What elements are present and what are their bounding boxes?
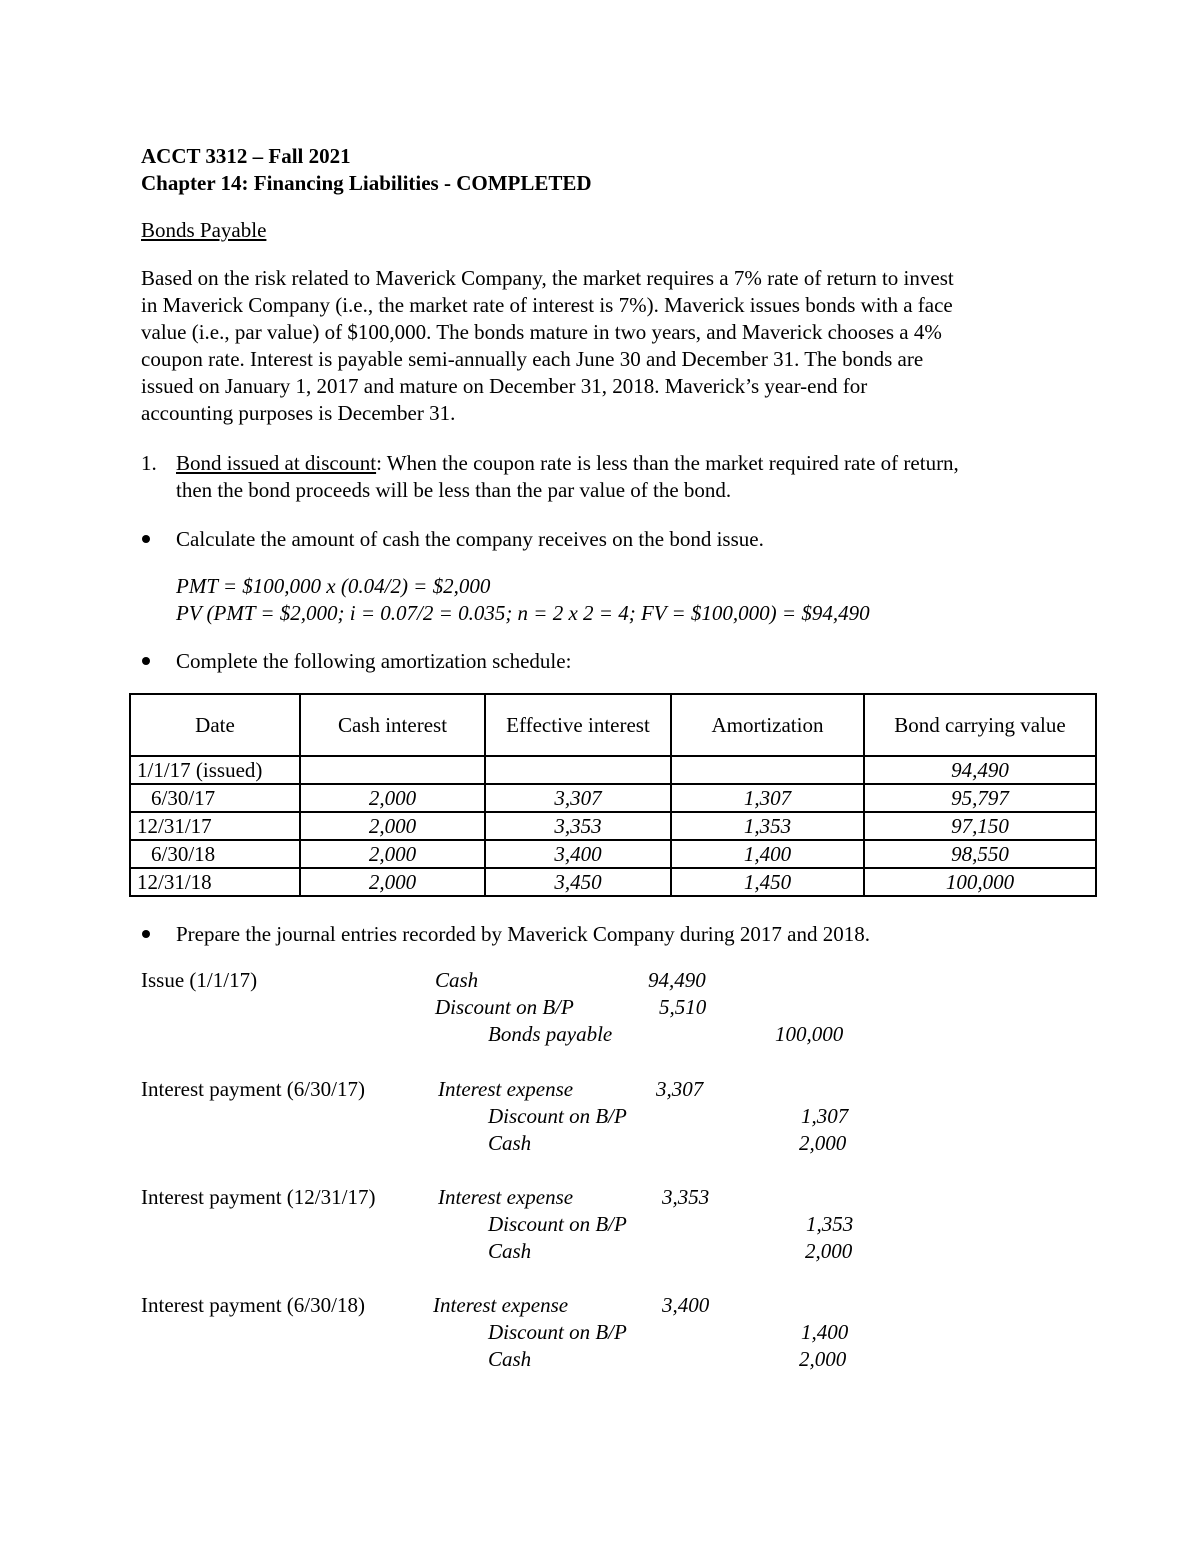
- credit-amount: 2,000: [799, 1347, 847, 1371]
- intro-line: Based on the risk related to Maverick Company, the market requires a 7% rate of return to invest: [141, 266, 954, 290]
- header-cell: Bond carrying value: [864, 694, 1096, 756]
- carrying-cell: 100,000: [864, 868, 1096, 896]
- bullet-prepare-text: Prepare the journal entries recorded by Maverick Company during 2017 and 2018.: [176, 922, 870, 946]
- credit-amount: 100,000: [775, 1022, 844, 1046]
- intro-line: issued on January 1, 2017 and mature on December 31, 2018. Maverick’s year-end for: [141, 374, 868, 398]
- item1-heading: Bond issued at discount: [176, 451, 377, 475]
- amortization-cell: 1,450: [671, 868, 864, 896]
- credit-account: Cash: [488, 1347, 532, 1371]
- bullet-complete-text: Complete the following amortization schedule:: [176, 649, 572, 673]
- date-cell: 12/31/17: [130, 812, 300, 840]
- pmt-formula: PMT = $100,000 x (0.04/2) = $2,000: [176, 574, 491, 598]
- carrying-cell: 98,550: [864, 840, 1096, 868]
- header-cell: Amortization: [671, 694, 864, 756]
- debit-amount: 3,353: [662, 1185, 710, 1209]
- effective-cell: 3,450: [485, 868, 671, 896]
- debit-account: Discount on B/P: [435, 995, 574, 1019]
- intro-line: in Maverick Company (i.e., the market rate of interest is 7%). Maverick issues bonds with a face: [141, 293, 953, 317]
- intro-line: coupon rate. Interest is payable semi-annually each June 30 and December 31. The bonds are: [141, 347, 924, 371]
- debit-account: Cash: [435, 968, 479, 992]
- bullet-calc-text: Calculate the amount of cash the company receives on the bond issue.: [176, 527, 764, 551]
- journal-entry-label: Interest payment (6/30/18): [141, 1293, 365, 1317]
- carrying-cell: 97,150: [864, 812, 1096, 840]
- bullet-icon: [142, 930, 150, 938]
- carrying-cell: 95,797: [864, 784, 1096, 812]
- table-row: [130, 812, 1096, 840]
- debit-account: Interest expense: [433, 1293, 569, 1317]
- effective-cell: [485, 756, 671, 784]
- credit-amount: 1,400: [801, 1320, 849, 1344]
- item1-first-line: [176, 450, 959, 477]
- credit-account: Cash: [488, 1131, 532, 1155]
- journal-entry-label: Issue (1/1/17): [141, 968, 258, 992]
- intro-line: accounting purposes is December 31.: [141, 401, 456, 425]
- carrying-cell: 94,490: [864, 756, 1096, 784]
- cash-cell: 2,000: [300, 840, 485, 868]
- debit-amount: 94,490: [648, 968, 706, 992]
- table-row: [130, 868, 1096, 896]
- intro-paragraph: [141, 265, 1081, 427]
- credit-account: Discount on B/P: [488, 1212, 627, 1236]
- chapter-title: Chapter 14: Financing Liabilities - COMPLETED: [141, 171, 592, 195]
- amortization-cell: 1,307: [671, 784, 864, 812]
- debit-amount: 3,400: [662, 1293, 710, 1317]
- cash-cell: 2,000: [300, 812, 485, 840]
- pv-formula: PV (PMT = $2,000; i = 0.07/2 = 0.035; n = 2 x 2 = 4; FV = $100,000) = $94,490: [176, 601, 870, 625]
- credit-amount: 1,353: [806, 1212, 854, 1236]
- effective-cell: 3,353: [485, 812, 671, 840]
- debit-amount: 5,510: [659, 995, 707, 1019]
- header-cell: Effective interest: [485, 694, 671, 756]
- bullet-icon: [142, 535, 150, 543]
- header-cell: Date: [130, 694, 300, 756]
- table-row: [130, 756, 1096, 784]
- credit-amount: 2,000: [805, 1239, 853, 1263]
- amortization-cell: 1,353: [671, 812, 864, 840]
- cash-cell: 2,000: [300, 784, 485, 812]
- journal-entry-label: Interest payment (6/30/17): [141, 1077, 365, 1101]
- header-cell: Cash interest: [300, 694, 485, 756]
- debit-amount: 3,307: [656, 1077, 704, 1101]
- item-number: 1.: [141, 451, 157, 475]
- item1-line2: then the bond proceeds will be less than the par value of the bond.: [176, 478, 732, 502]
- effective-cell: 3,400: [485, 840, 671, 868]
- cash-cell: 2,000: [300, 868, 485, 896]
- credit-account: Cash: [488, 1239, 532, 1263]
- date-cell: 1/1/17 (issued): [130, 756, 300, 784]
- course-title: ACCT 3312 – Fall 2021: [141, 144, 351, 168]
- credit-account: Discount on B/P: [488, 1104, 627, 1128]
- item1-line1: : When the coupon rate is less than the market required rate of return,: [376, 451, 959, 475]
- section-title: Bonds Payable: [141, 218, 267, 242]
- date-cell: 6/30/18: [130, 840, 300, 868]
- debit-account: Interest expense: [438, 1185, 574, 1209]
- date-cell: 12/31/18: [130, 868, 300, 896]
- credit-amount: 1,307: [801, 1104, 849, 1128]
- credit-amount: 2,000: [799, 1131, 847, 1155]
- table-header-row: [130, 694, 1096, 756]
- journal-entry-label: Interest payment (12/31/17): [141, 1185, 376, 1209]
- table-row: [130, 840, 1096, 868]
- debit-account: Interest expense: [438, 1077, 574, 1101]
- date-cell: 6/30/17: [130, 784, 300, 812]
- cash-cell: [300, 756, 485, 784]
- intro-line: value (i.e., par value) of $100,000. The bonds mature in two years, and Maverick chooses a 4%: [141, 320, 942, 344]
- effective-cell: 3,307: [485, 784, 671, 812]
- bullet-icon: [142, 657, 150, 665]
- amortization-table: [129, 693, 1097, 897]
- credit-account: Bonds payable: [488, 1022, 613, 1046]
- amortization-cell: [671, 756, 864, 784]
- amortization-cell: 1,400: [671, 840, 864, 868]
- credit-account: Discount on B/P: [488, 1320, 627, 1344]
- table-row: [130, 784, 1096, 812]
